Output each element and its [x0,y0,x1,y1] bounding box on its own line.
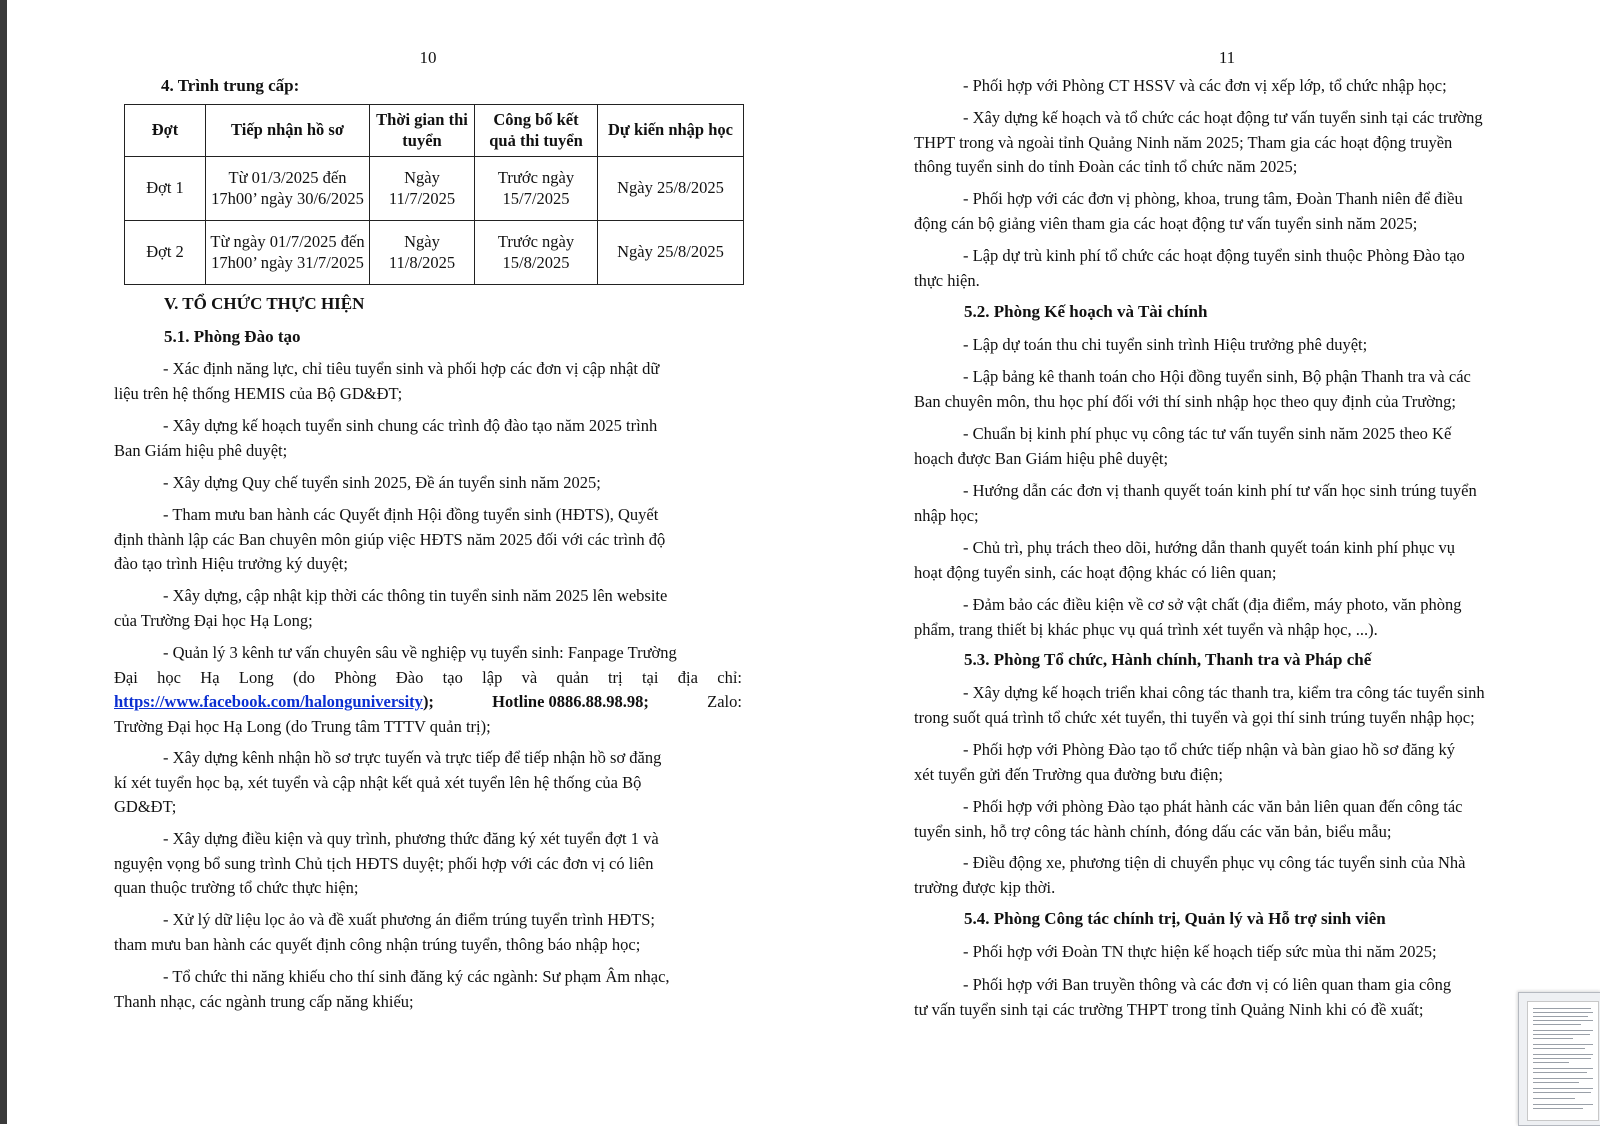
paragraph [914,593,1540,642]
paragraph-line: - Xây dựng Quy chế tuyển sinh 2025, Đề án tuyển sinh năm 2025; [163,473,601,492]
paragraph-line: - Tham mưu ban hành các Quyết định Hội đồng tuyển sinh (HĐTS), Quyết [163,505,659,524]
paragraph-line: thực hiện. [914,270,980,290]
paragraph-line: - Phối hợp với Đoàn TN thực hiện kế hoạch tiếp sức mùa thi năm 2025; [963,942,1437,961]
paragraph [914,851,1540,900]
heading-trinh-trung-cap: 4. Trình trung cấp: [161,76,300,95]
thumbnail-page-icon [1527,1001,1599,1121]
table-cell: Đợt 1 [125,157,206,221]
paragraph-line: - Xây dựng kế hoạch triển khai công tác thanh tra, kiểm tra công tác tuyển sinh [963,683,1485,702]
paragraph [114,827,742,901]
paragraph-line: - Xác định năng lực, chỉ tiêu tuyển sinh và phối hợp các đơn vị cập nhật dữ [163,359,660,378]
paragraph-line: Ban Giám hiệu phê duyệt; [114,440,288,460]
table-header-cell: Tiếp nhận hồ sơ [206,105,370,157]
table-header-cell: Dự kiến nhập học [598,105,744,157]
paragraph-line: tuyển sinh, hỗ trợ công tác hành chính, đóng dấu các văn bản, biểu mẫu; [914,821,1392,841]
paragraph [914,973,1474,1022]
hotline-text: Hotline 0886.88.98.98; [492,692,649,711]
paragraph-line: - Xây dựng, cập nhật kịp thời các thông tin tuyển sinh năm 2025 lên website [163,586,668,605]
paragraph-line: Ban chuyên môn, thu học phí đối với thí sinh nhập học theo quy định của Trường; [914,391,1456,411]
paragraph-line: trường được kịp thời. [914,877,1056,897]
paragraph-line: xét tuyển gửi đến Trường qua đường bưu điện; [914,764,1223,784]
link-close-punct: ); [422,692,434,711]
paragraph-line: Trường Đại học Hạ Long (do Trung tâm TTTV quản trị); [114,716,491,736]
paragraph [114,357,742,406]
table-cell: Đợt 2 [125,221,206,285]
zalo-label: Zalo: [707,692,742,711]
facebook-link[interactable]: https://www.facebook.com/halonguniversity [114,692,423,711]
paragraph-line: - Hướng dẫn các đơn vị thanh quyết toán kinh phí tư vấn học sinh trúng tuyển [963,481,1477,500]
paragraph-line: - Lập bảng kê thanh toán cho Hội đồng tuyển sinh, Bộ phận Thanh tra và các [963,367,1471,386]
table-cell: Từ ngày 01/7/2025 đến 17h00’ ngày 31/7/2025 [206,221,370,285]
table-header-cell: Đợt [125,105,206,157]
paragraph-line [114,690,742,715]
paragraph-line: phẩm, trang thiết bị khác phục vụ quá trình xét tuyển và nhập học, ...). [914,619,1378,639]
paragraph-line: - Xây dựng kênh nhận hồ sơ trực tuyến và trực tiếp để tiếp nhận hồ sơ đăng [163,748,662,767]
paragraph [914,940,1540,965]
paragraph-line: của Trường Đại học Hạ Long; [114,610,313,630]
paragraph-line: - Phối hợp với các đơn vị phòng, khoa, trung tâm, Đoàn Thanh niên để điều [963,189,1463,208]
table-cell: Ngày 11/8/2025 [370,221,475,285]
table-cell: Ngày 11/7/2025 [370,157,475,221]
paragraph-line: - Xử lý dữ liệu lọc ảo và đề xuất phương án điểm trúng tuyển trình HĐTS; [163,910,655,929]
paragraph [914,106,1540,180]
paragraph-line: nhập học; [914,505,979,525]
paragraph-line: động cán bộ giảng viên tham gia các hoạt động tư vấn tuyển sinh năm 2025; [914,213,1418,233]
paragraph-line: Thanh nhạc, các ngành trung cấp năng khiếu; [114,991,414,1011]
section-heading-5-4: 5.4. Phòng Công tác chính trị, Quản lý và Hỗ trợ sinh viên [964,909,1386,928]
paragraph-line: - Xây dựng kế hoạch và tổ chức các hoạt động tư vấn tuyển sinh tại các trường [963,108,1483,127]
table-header-row [125,105,744,157]
table-row [125,157,744,221]
table-header-cell: Công bố kết quả thi tuyển [475,105,598,157]
paragraph-line: - Điều động xe, phương tiện di chuyển phục vụ công tác tuyển sinh của Nhà [963,853,1466,872]
paragraph-line: - Đảm bảo các điều kiện về cơ sở vật chất (địa điểm, máy photo, văn phòng [963,595,1462,614]
paragraph [114,965,742,1014]
paragraph-line: - Xây dựng kế hoạch tuyển sinh chung các trình độ đào tạo năm 2025 trình [163,416,658,435]
table-cell: Trước ngày 15/7/2025 [475,157,598,221]
paragraph-line: hoạch được Ban Giám hiệu phê duyệt; [914,448,1169,468]
paragraph [114,746,742,820]
paragraph-line: - Quản lý 3 kênh tư vấn chuyên sâu về nghiệp vụ tuyển sinh: Fanpage Trường [163,643,677,662]
paragraph-line: trong suốt quá trình tổ chức xét tuyển, thi tuyển và gọi thí sinh trúng tuyển nhập học; [914,707,1475,727]
paragraph [914,244,1540,293]
section-heading-v: V. TỔ CHỨC THỰC HIỆN [164,294,365,313]
paragraph-line: - Xây dựng điều kiện và quy trình, phương thức đăng ký xét tuyển đợt 1 và [163,829,659,848]
paragraph-line: THPT trong và ngoài tỉnh Quảng Ninh năm 2025; Tham gia các hoạt động truyền [914,132,1453,152]
paragraph-line: tư vấn tuyển sinh tại các trường THPT trong tỉnh Quảng Ninh khi có đề xuất; [914,999,1424,1019]
consulting-channels-paragraph [114,641,742,739]
paragraph [914,333,1540,358]
paragraph [114,584,742,633]
paragraph [914,479,1540,528]
table-row [125,221,744,285]
table-cell: Ngày 25/8/2025 [598,157,744,221]
paragraph-line: đào tạo trình Hiệu trưởng ký duyệt; [114,554,348,573]
paragraph-line: tham mưu ban hành các quyết định công nhận trúng tuyển, thông báo nhập học; [114,934,641,954]
admission-schedule-table [124,104,744,285]
table-cell: Ngày 25/8/2025 [598,221,744,285]
paragraph-line: - Phối hợp với Ban truyền thông và các đơn vị có liên quan tham gia công [963,975,1452,994]
paragraph-line: GD&ĐT; [114,797,177,816]
table-cell: Trước ngày 15/8/2025 [475,221,598,285]
paragraph [914,422,1540,471]
table-header-cell: Thời gian thi tuyển [370,105,475,157]
section-heading-5-3: 5.3. Phòng Tổ chức, Hành chính, Thanh tra và Pháp chế [964,650,1372,669]
paragraph-line: Đại học Hạ Long (do Phòng Đào tạo lập và quản trị tại địa chỉ: [114,667,742,687]
paragraph-line: định thành lập các Ban chuyên môn giúp việc HĐTS năm 2025 đối với các trình độ [114,529,666,549]
paragraph [114,908,742,957]
page-number: 10 [419,48,437,67]
paragraph [114,414,742,463]
paragraph [914,795,1540,844]
paragraph-line: - Tổ chức thi năng khiếu cho thí sinh đăng ký các ngành: Sư phạm Âm nhạc, [163,967,670,986]
section-heading-5-1: 5.1. Phòng Đào tạo [164,327,301,346]
page-thumbnail-preview[interactable] [1518,992,1600,1126]
paragraph-line: - Lập dự toán thu chi tuyển sinh trình Hiệu trưởng phê duyệt; [963,335,1368,354]
paragraph-line: nguyện vọng bổ sung trình Chủ tịch HĐTS duyệt; phối hợp với các đơn vị có liên [114,853,654,873]
paragraph [914,536,1540,585]
paragraph-line: - Phối hợp với Phòng Đào tạo tổ chức tiếp nhận và bàn giao hồ sơ đăng ký [963,740,1456,759]
paragraph-line: quan thuộc trường tổ chức thực hiện; [114,878,359,897]
paragraph-line: kí xét tuyển học bạ, xét tuyển và cập nhật kết quả xét tuyển lên hệ thống của Bộ [114,772,642,792]
paragraph-line: thông tuyển sinh do tỉnh Đoàn các tỉnh tổ chức năm 2025; [914,157,1298,176]
section-heading-5-2: 5.2. Phòng Kế hoạch và Tài chính [964,302,1208,321]
paragraph [914,365,1540,414]
paragraph [914,738,1540,787]
table-cell: Từ 01/3/2025 đến 17h00’ ngày 30/6/2025 [206,157,370,221]
paragraph [914,74,1540,99]
paragraph [114,471,742,496]
page-number: 11 [1218,48,1236,67]
fanpage-link-group [114,690,434,715]
paragraph-line: liệu trên hệ thống HEMIS của Bộ GD&ĐT; [114,383,403,403]
paragraph-line: - Chuẩn bị kinh phí phục vụ công tác tư vấn tuyển sinh năm 2025 theo Kế [963,424,1452,443]
paragraph-line: hoạt động tuyển sinh, các hoạt động khác có liên quan; [914,562,1277,582]
paragraph [114,503,742,577]
paragraph-line: - Chủ trì, phụ trách theo dõi, hướng dẫn thanh quyết toán kinh phí phục vụ [963,538,1455,557]
window-left-edge [0,0,7,1124]
paragraph-line: - Phối hợp với phòng Đào tạo phát hành các văn bản liên quan đến công tác [963,797,1463,816]
paragraph-line: - Phối hợp với Phòng CT HSSV và các đơn vị xếp lớp, tổ chức nhập học; [963,76,1447,95]
paragraph [914,681,1540,730]
paragraph [914,187,1540,236]
paragraph-line: - Lập dự trù kinh phí tổ chức các hoạt động tuyển sinh thuộc Phòng Đào tạo [963,246,1465,265]
